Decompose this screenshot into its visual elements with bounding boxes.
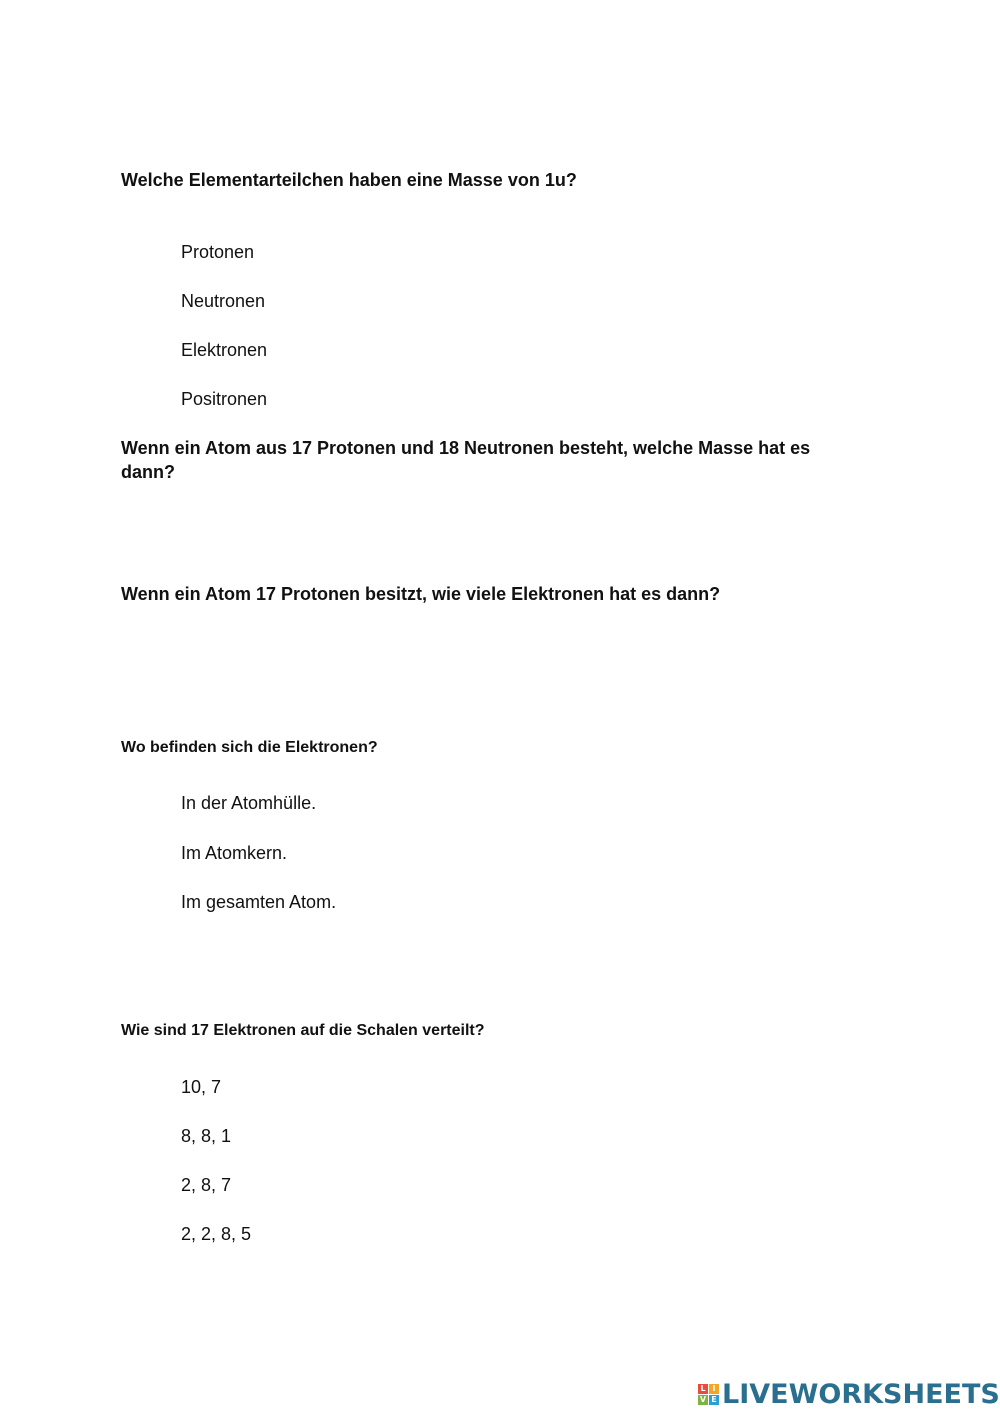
question-1-text: Welche Elementarteilchen haben eine Masse von 1u? bbox=[121, 170, 577, 190]
question-5-option-3[interactable]: 2, 8, 7 bbox=[181, 1175, 232, 1195]
logo-mark-icon bbox=[698, 1384, 719, 1405]
question-2-text: Wenn ein Atom aus 17 Protonen und 18 Neutronen besteht, welche Masse hat es dann? bbox=[121, 438, 811, 482]
question-1-option-elektronen[interactable]: Elektronen bbox=[181, 340, 268, 360]
logo-mark-l: L bbox=[698, 1384, 708, 1394]
logo-text: LIVEWORKSHEETS bbox=[722, 1378, 1000, 1410]
question-4-option-gesamtes-atom[interactable]: Im gesamten Atom. bbox=[181, 892, 337, 912]
question-5-text: Wie sind 17 Elektronen auf die Schalen verteilt? bbox=[121, 1022, 485, 1039]
logo-mark-e: E bbox=[709, 1395, 719, 1405]
question-3-text: Wenn ein Atom 17 Protonen besitzt, wie viele Elektronen hat es dann? bbox=[121, 584, 721, 604]
logo-mark-i: I bbox=[709, 1384, 719, 1394]
question-1-option-neutronen[interactable]: Neutronen bbox=[181, 291, 266, 311]
question-4-text: Wo befinden sich die Elektronen? bbox=[121, 739, 378, 756]
question-1-option-positronen[interactable]: Positronen bbox=[181, 389, 268, 409]
question-5-option-1[interactable]: 10, 7 bbox=[181, 1077, 222, 1097]
liveworksheets-logo bbox=[698, 1378, 1000, 1410]
question-4-option-atomkern[interactable]: Im Atomkern. bbox=[181, 843, 288, 863]
question-5-option-4[interactable]: 2, 2, 8, 5 bbox=[181, 1224, 252, 1244]
question-5-option-2[interactable]: 8, 8, 1 bbox=[181, 1126, 232, 1146]
question-1-option-protonen[interactable]: Protonen bbox=[181, 242, 255, 262]
question-4-option-atomhuelle[interactable]: In der Atomhülle. bbox=[181, 793, 317, 813]
logo-mark-v: V bbox=[699, 1394, 707, 1404]
